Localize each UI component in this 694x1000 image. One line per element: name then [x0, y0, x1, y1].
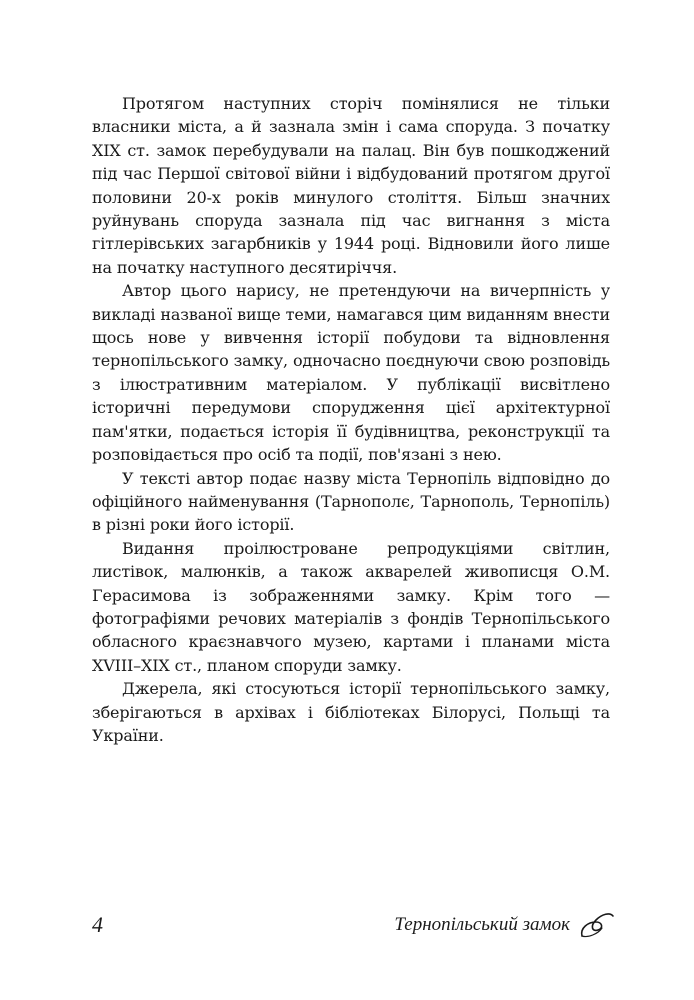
paragraph-2: Автор цього нарису, не претендуючи на вичерпність у викладі названої вище теми, намагався цим виданням внести щось нове у вивчення історії побудови та відновлення тернопільського замку, одночасно поєднуючи свою розповідь з ілюстративним матеріалом. У публікації висвітлено історичні передумови спорудження цієї архітектурної пам'ятки, подається історія її будівництва, реконструкції та розповідається про осіб та події, пов'язані з нею.: [92, 281, 610, 465]
page-number: 4: [92, 912, 103, 937]
body-text: [92, 92, 610, 747]
swash-ornament-icon: [578, 908, 616, 942]
paragraph-3: У тексті автор подає назву міста Тернопіль відповідно до офіційного найменування (Тарнополє, Тарнополь, Тернопіль) в різні роки його історії.: [92, 468, 610, 535]
paragraph-5: Джерела, які стосуються історії тернопільського замку, зберігаються в архівах і бібліотеках Білорусі, Польщі та України.: [92, 679, 610, 745]
running-title: Тернопільський замок: [394, 914, 570, 935]
page-footer: [92, 908, 632, 944]
paragraph-4: Видання проілюстроване репродукціями світлин, листівок, малюнків, а також акварелей живописця О.М. Герасимова із зображеннями замку. Крім того — фотографіями речових матеріалів з фондів Тернопільського обласного краєзнавчого музею, картами і планами міста XVIII–XIX ст., планом споруди замку.: [92, 538, 610, 675]
paragraph-1: Протягом наступних сторіч помінялися не тільки власники міста, а й зазнала змін і сама споруда. З початку XIX ст. замок перебудували на палац. Він був пошкоджений під час Першої світової війни і відбудований протягом другої половини 20-х років минулого століття. Більш значних руйнувань споруда зазнала під час вигнання з міста гітлерівських загарбників у 1944 році. Відновили його лише на початку наступного десятиріччя.: [92, 94, 610, 277]
